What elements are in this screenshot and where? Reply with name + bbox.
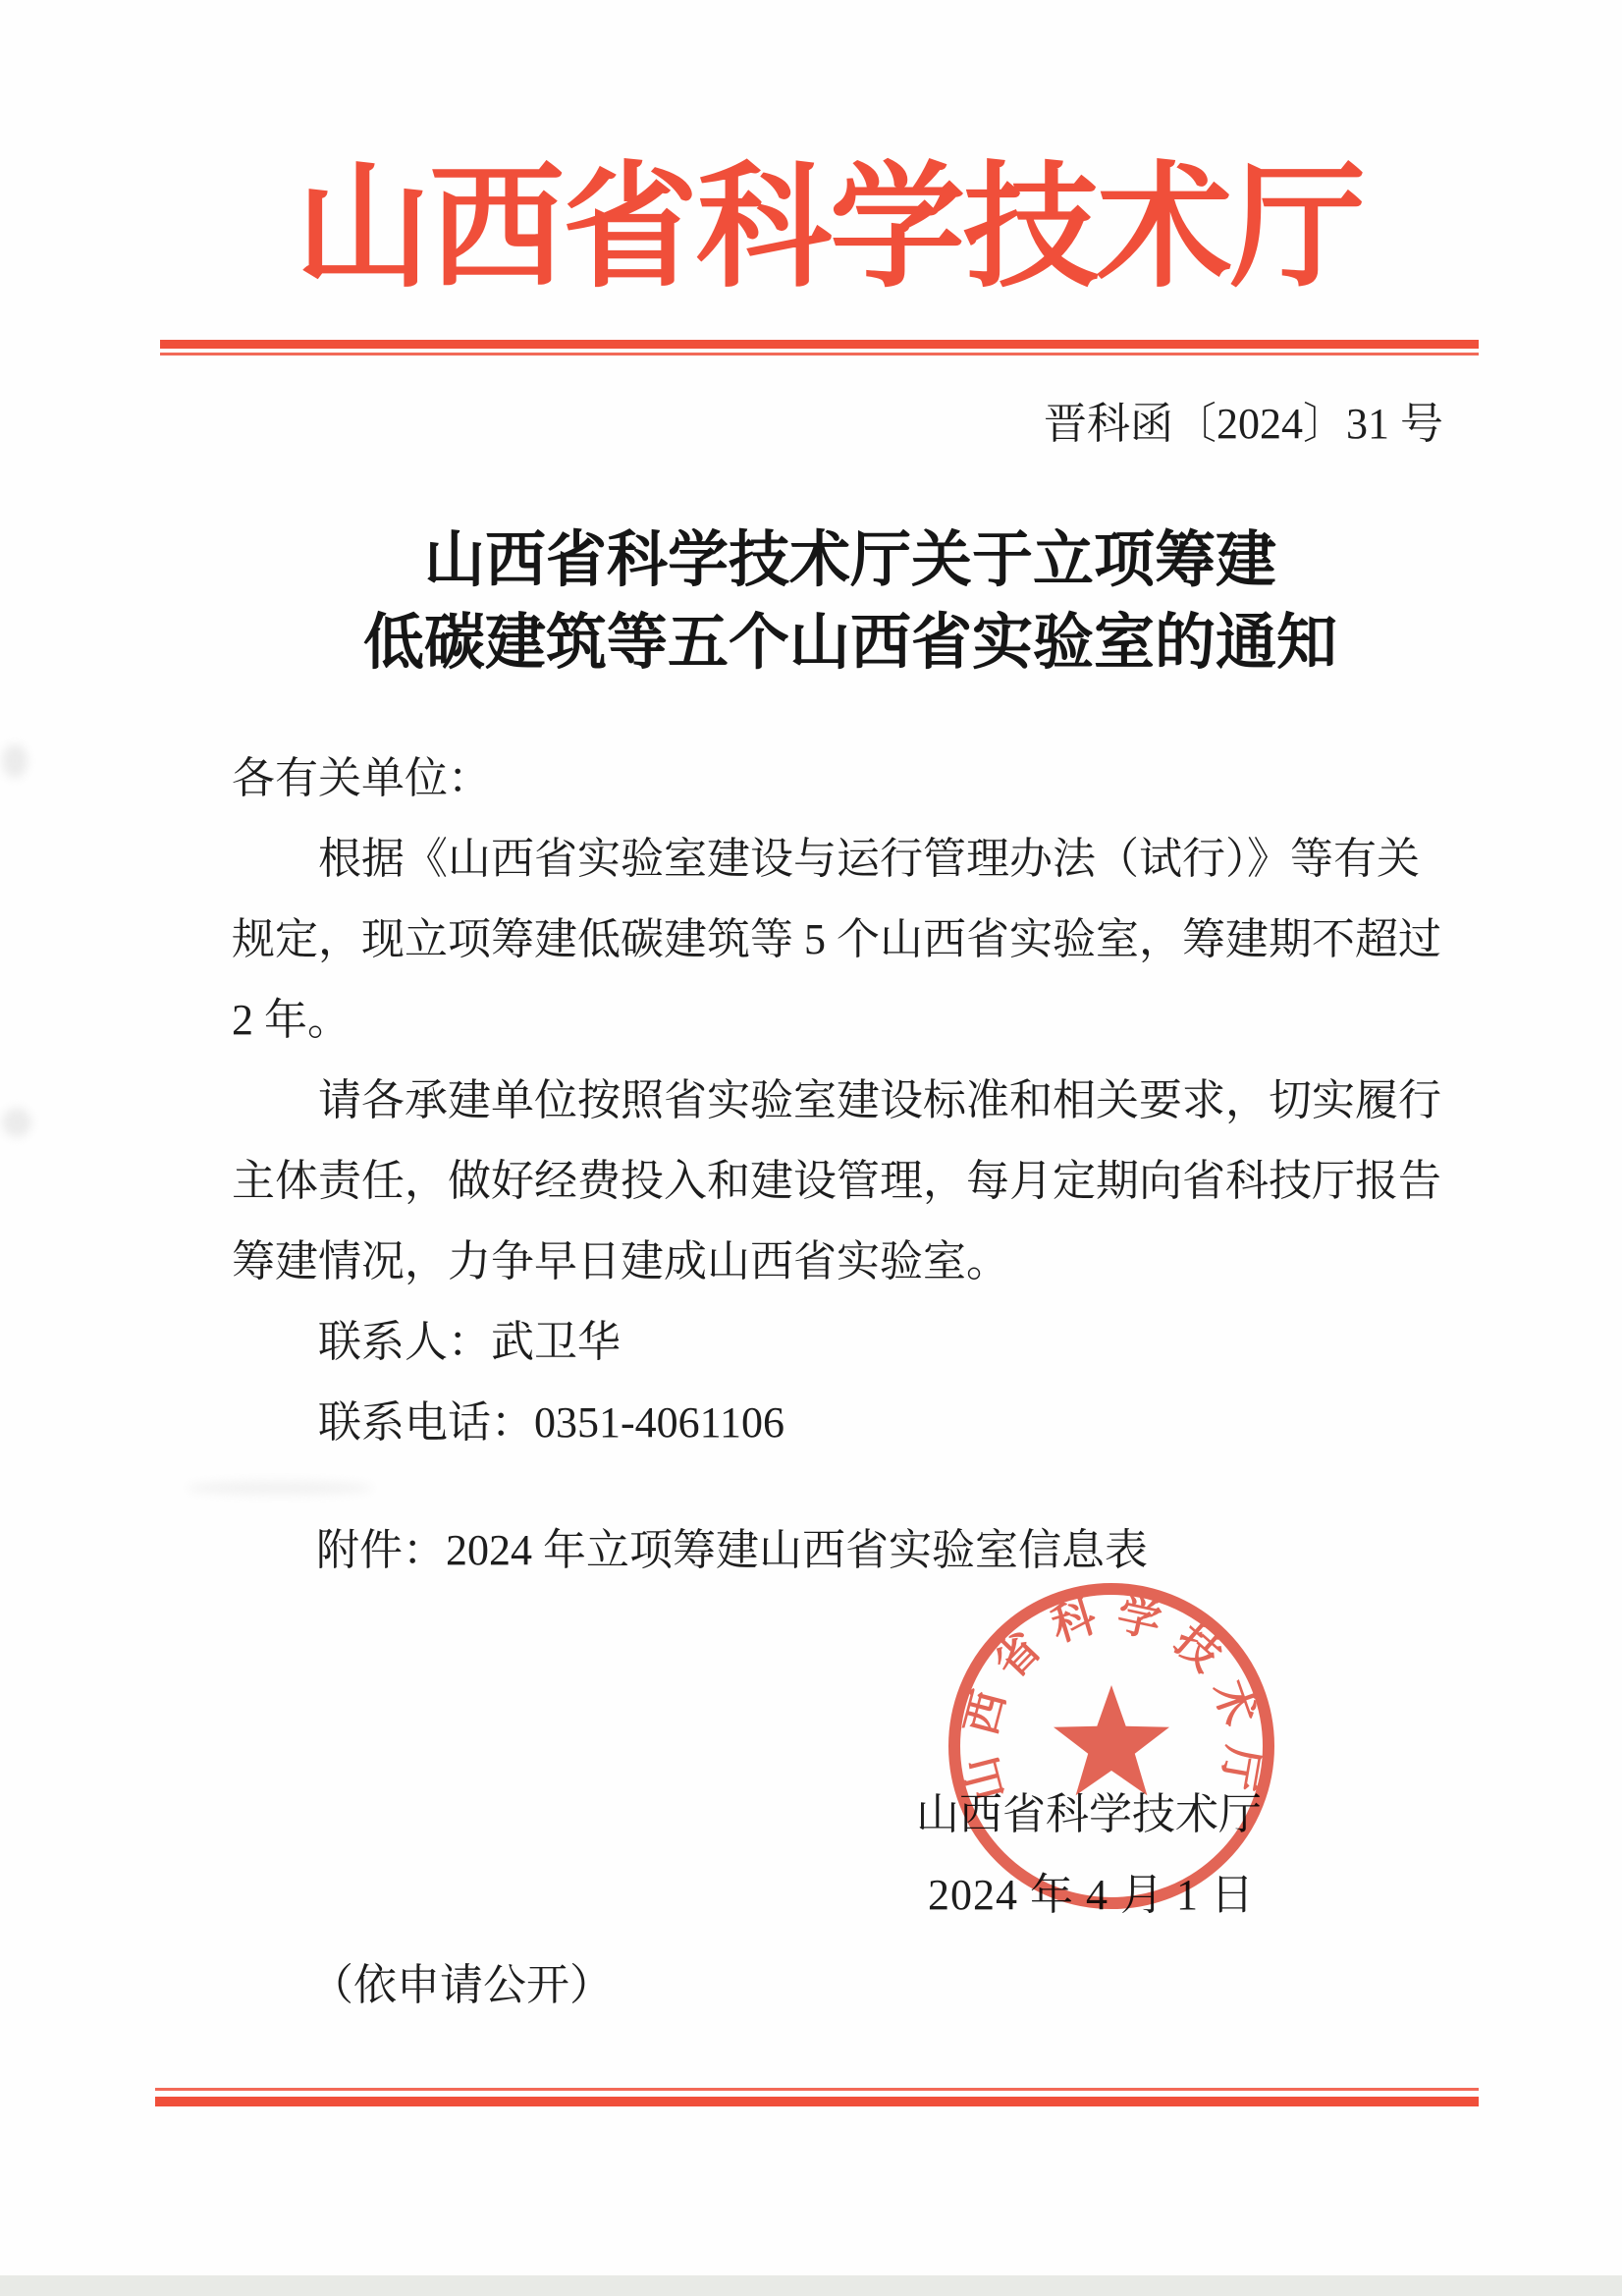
signature-date: 2024 年 4 月 1 日 <box>928 1871 1255 1919</box>
body-line: 2 年。 <box>232 996 351 1044</box>
doc-title-line1: 山西省科学技术厅关于立项筹建 <box>423 527 1276 594</box>
body-line: 筹建情况，力争早日建成山西省实验室。 <box>232 1237 1009 1285</box>
header-rule-thin <box>160 353 1479 355</box>
header-rule-thick <box>160 340 1479 349</box>
attachment-line: 附件：2024 年立项筹建山西省实验室信息表 <box>316 1526 1148 1574</box>
signature-org: 山西省科学技术厅 <box>916 1790 1262 1838</box>
stamp-arc-text-path: 山西省科学技术厅 <box>956 1590 1268 1806</box>
doc-number: 晋科函〔2024〕31 号 <box>1044 400 1443 448</box>
body-line: 联系人：武卫华 <box>318 1318 621 1366</box>
official-seal-stamp <box>939 1573 1284 1919</box>
body-text <box>232 738 1449 1463</box>
footer-rule-thin <box>155 2088 1479 2091</box>
stamp-star-icon <box>1054 1685 1169 1795</box>
scan-edge-band <box>0 2275 1622 2296</box>
scan-artifact <box>2 744 27 778</box>
disclosure-note: （依申请公开） <box>310 1961 613 2009</box>
doc-title-line2: 低碳建筑等五个山西省实验室的通知 <box>362 610 1337 677</box>
scan-artifact <box>2 1108 31 1137</box>
body-line: 请各承建单位按照省实验室建设标准和相关要求，切实履行 <box>318 1076 1441 1124</box>
body-line: 规定，现立项筹建低碳建筑等 5 个山西省实验室，筹建期不超过 <box>232 915 1441 963</box>
body-line: 各有关单位： <box>232 754 491 802</box>
letterhead-title: 山西省科学技术厅 <box>295 153 1364 303</box>
body-line: 主体责任，做好经费投入和建设管理，每月定期向省科技厅报告 <box>232 1157 1441 1205</box>
footer-rule-thick <box>155 2097 1479 2106</box>
body-line: 联系电话：0351-4061106 <box>318 1398 785 1447</box>
body-line: 根据《山西省实验室建设与运行管理办法（试行）》等有关 <box>318 835 1420 883</box>
scan-artifact <box>187 1481 373 1495</box>
